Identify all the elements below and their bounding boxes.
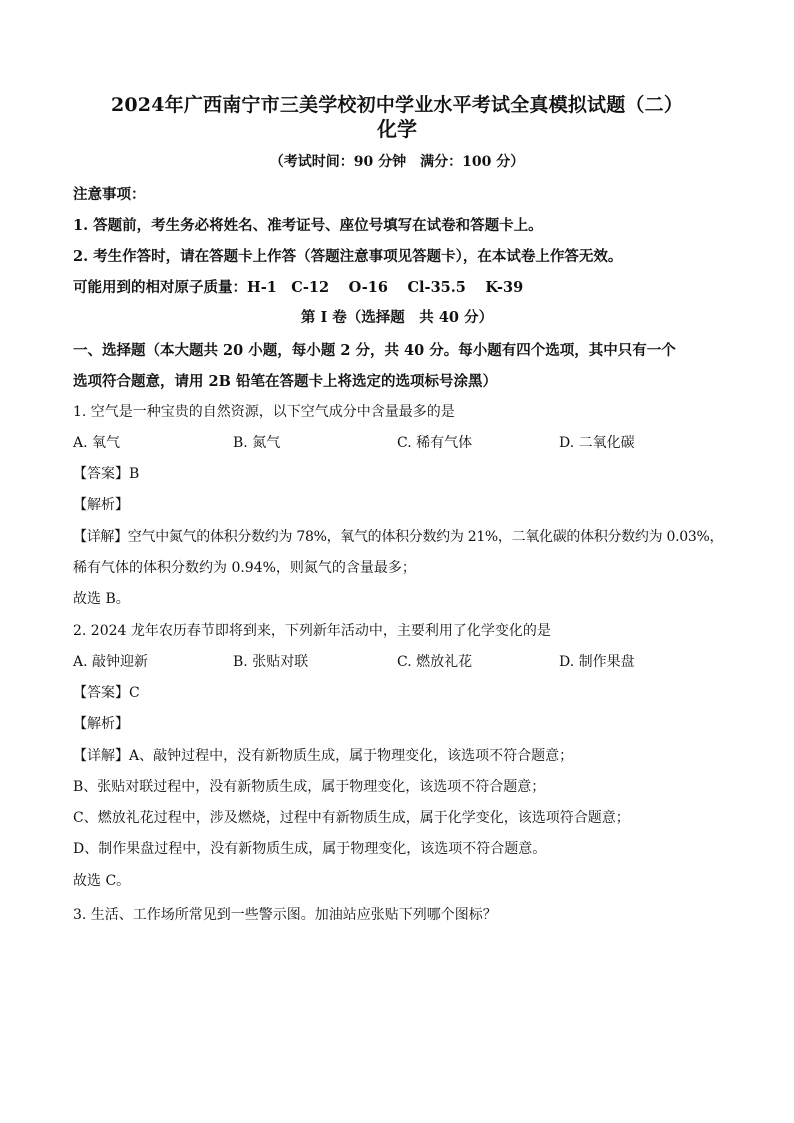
question-2-option-a: A. 敲钟迎新 — [73, 654, 149, 670]
question-2-stem: 2. 2024 龙年农历春节即将到来，下列新年活动中，主要利用了化学变化的是 — [73, 623, 551, 639]
notice-heading: 注意事项： — [73, 186, 146, 203]
question-1-detail-line-2: 稀有气体的体积分数约为 0.94%，则氮气的含量最多； — [73, 560, 416, 576]
question-1-option-d: D. 二氧化碳 — [559, 435, 635, 451]
question-2-option-c: C. 燃放礼花 — [397, 654, 473, 670]
section-instruction-line-1: 一、选择题（本大题共 20 小题，每小题 2 分，共 40 分。每小题有四个选项，其中只有一个 — [73, 342, 676, 359]
question-2-detail-line-2: B、张贴对联过程中，没有新物质生成，属于物理变化，该选项不符合题意； — [73, 779, 546, 795]
question-2-detail-line-1: 【详解】A、敲钟过程中，没有新物质生成，属于物理变化，该选项不符合题意； — [73, 748, 574, 764]
question-1-stem: 1. 空气是一种宝贵的自然资源，以下空气成分中含量最多的是 — [73, 404, 455, 420]
question-2-conclusion: 故选 C。 — [73, 873, 131, 889]
question-2-option-b: B. 张贴对联 — [233, 654, 309, 670]
question-1-answer: 【答案】B — [73, 466, 140, 482]
atomic-mass-info: 可能用到的相对原子质量：H-1 C-12 O-16 Cl-35.5 K-39 — [73, 279, 524, 296]
section-instruction-line-2: 选项符合题意，请用 2B 铅笔在答题卡上将选定的选项标号涂黑） — [73, 373, 497, 390]
question-2-detail-line-4: D、制作果盘过程中，没有新物质生成，属于物理变化，该选项不符合题意。 — [73, 841, 547, 857]
question-2-analysis-label: 【解析】 — [73, 716, 129, 732]
question-1-option-c: C. 稀有气体 — [397, 435, 473, 451]
section-title: 第 I 卷（选择题 共 40 分） — [300, 309, 494, 326]
question-2-detail-line-3: C、燃放礼花过程中，涉及燃烧，过程中有新物质生成，属于化学变化，该选项符合题意； — [73, 810, 630, 826]
page-title: 2024年广西南宁市三美学校初中学业水平考试全真模拟试题（二） — [110, 94, 684, 116]
subject-title: 化学 — [377, 117, 417, 141]
question-2-option-d: D. 制作果盘 — [559, 654, 635, 670]
question-1-option-b: B. 氮气 — [233, 435, 281, 451]
question-1-conclusion: 故选 B。 — [73, 591, 130, 607]
question-3-stem: 3. 生活、工作场所常见到一些警示图。加油站应张贴下列哪个图标？ — [73, 907, 497, 923]
notice-item-2: 2. 考生作答时，请在答题卡上作答（答题注意事项见答题卡），在本试卷上作答无效。 — [73, 248, 623, 265]
notice-item-1: 1. 答题前，考生务必将姓名、准考证号、座位号填写在试卷和答题卡上。 — [73, 217, 543, 234]
question-1-option-a: A. 氧气 — [73, 435, 121, 451]
question-1-analysis-label: 【解析】 — [73, 497, 129, 513]
question-1-detail-line-1: 【详解】空气中氮气的体积分数约为 78%，氧气的体积分数约为 21%，二氧化碳的体积分数约为 0.03%， — [73, 529, 724, 545]
question-2-answer: 【答案】C — [73, 685, 140, 701]
exam-info: （考试时间：90 分钟 满分：100 分） — [269, 154, 525, 170]
